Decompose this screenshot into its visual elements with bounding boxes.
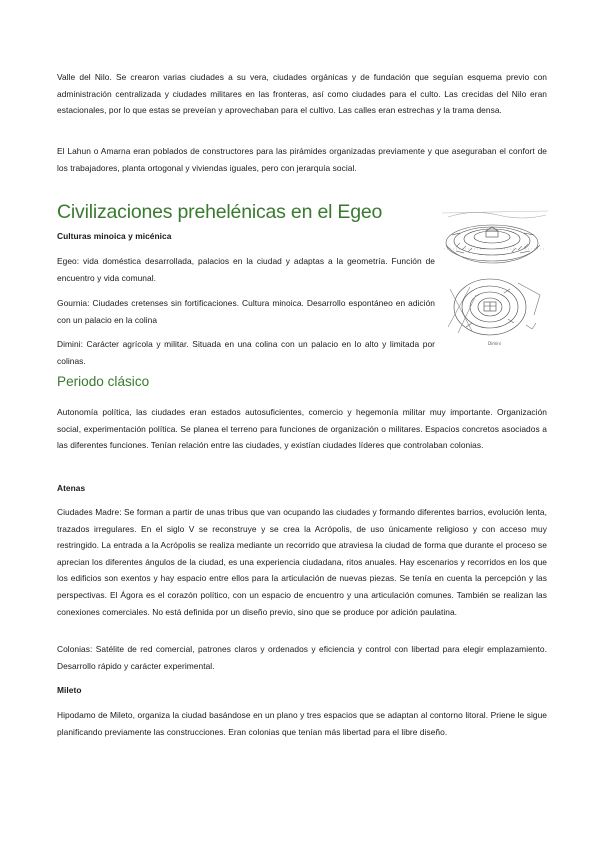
intro-paragraph-lahun: El Lahun o Amarna eran poblados de constructores para las pirámides organizadas previamente y que aseguraban el confort de los trabajadores, planta ortogonal y viviendas iguales, pero con jerarquía social.: [57, 146, 547, 173]
intro-paragraph-nile: Valle del Nilo. Se crearon varias ciudades a su vera, ciudades orgánicas y de fundación que seguían esquema previo con administración centralizada y ciudades militares en las fronteras, así como ciudades para el culto. Las crecidas del Nilo eran estacionales, por lo que estas se preveían y aprovechaban para el cultivo. Las calles eran estrechas y la trama densa.: [57, 72, 547, 116]
section-subtitle: Culturas minoica y micénica: [57, 231, 172, 241]
paragraph-colonias: Colonias: Satélite de red comercial, patrones claros y ordenados y eficiencia y control con libertad para elegir emplazamiento. Desarrollo rápido y carácter experimental.: [57, 644, 547, 671]
heading-atenas: Atenas: [57, 483, 86, 493]
paragraph-ciudades-madre: Ciudades Madre: Se forman a partir de unas tribus que van ocupando las ciudades y formando diferentes barrios, evolución lenta, trazados irregulares. En el siglo V se reconstruye y se crea la Acrópolis, de uso únicamente religioso y con acceso muy restringido. La entrada a la Acrópolis se realiza mediante un recorrido que atraviesa la ciudad de forma que durante el proceso se aprecian los diferentes ángulos de la ciudad, es una experiencia ciudadana, ritos anuales. Hay escenarios y recorridos en los que los edificios son exentos y hay espacio entre ellos para la articulación de nuevas piezas. Se tenía en cuenta la percepción y las perspectivas. El Ágora es el corazón político, con un espacio de encuentro y una articulación comunes. También se realizan las conexiones comerciales. No está definida por un diseño previo, sino que se produce por adición paulatina.: [57, 507, 547, 617]
paragraph-gournia: Gournia: Ciudades cretenses sin fortificaciones. Cultura minoica. Desarrollo espontáneo en adición con un palacio en la colina: [57, 298, 435, 325]
dimini-illustration: [442, 203, 548, 349]
paragraph-hipodamo: Hipodamo de Mileto, organiza la ciudad basándose en un plano y tres espacios que se adaptan al contorno litoral. Priene le sigue planificando previamente las construcciones. Eran colonias que tenían más libertad para el libre diseño.: [57, 710, 547, 737]
section-title-classical: Periodo clásico: [57, 374, 150, 389]
figure-caption: Dimini: [488, 341, 501, 346]
paragraph-egeo: Egeo: vida doméstica desarrollada, palacios en la ciudad y adaptas a la geometría. Función de encuentro y vida comunal.: [57, 256, 435, 283]
paragraph-dimini: Dimini: Carácter agrícola y militar. Situada en una colina con un palacio en lo alto y limitada por colinas.: [57, 339, 435, 366]
section-title-aegean: Civilizaciones prehelénicas en el Egeo: [57, 201, 383, 223]
paragraph-classical-intro: Autonomía política, las ciudades eran estados autosuficientes, comercio y hegemonía militar muy importante. Organización social, experimentación política. Se planea el terreno para funciones de organización o militares. Espacios concretos asociados a las diferentes funciones. Tenían relación entre las ciudades, y existían ciudades líderes que controlaban colonias.: [57, 407, 547, 451]
heading-mileto: Mileto: [57, 685, 82, 695]
